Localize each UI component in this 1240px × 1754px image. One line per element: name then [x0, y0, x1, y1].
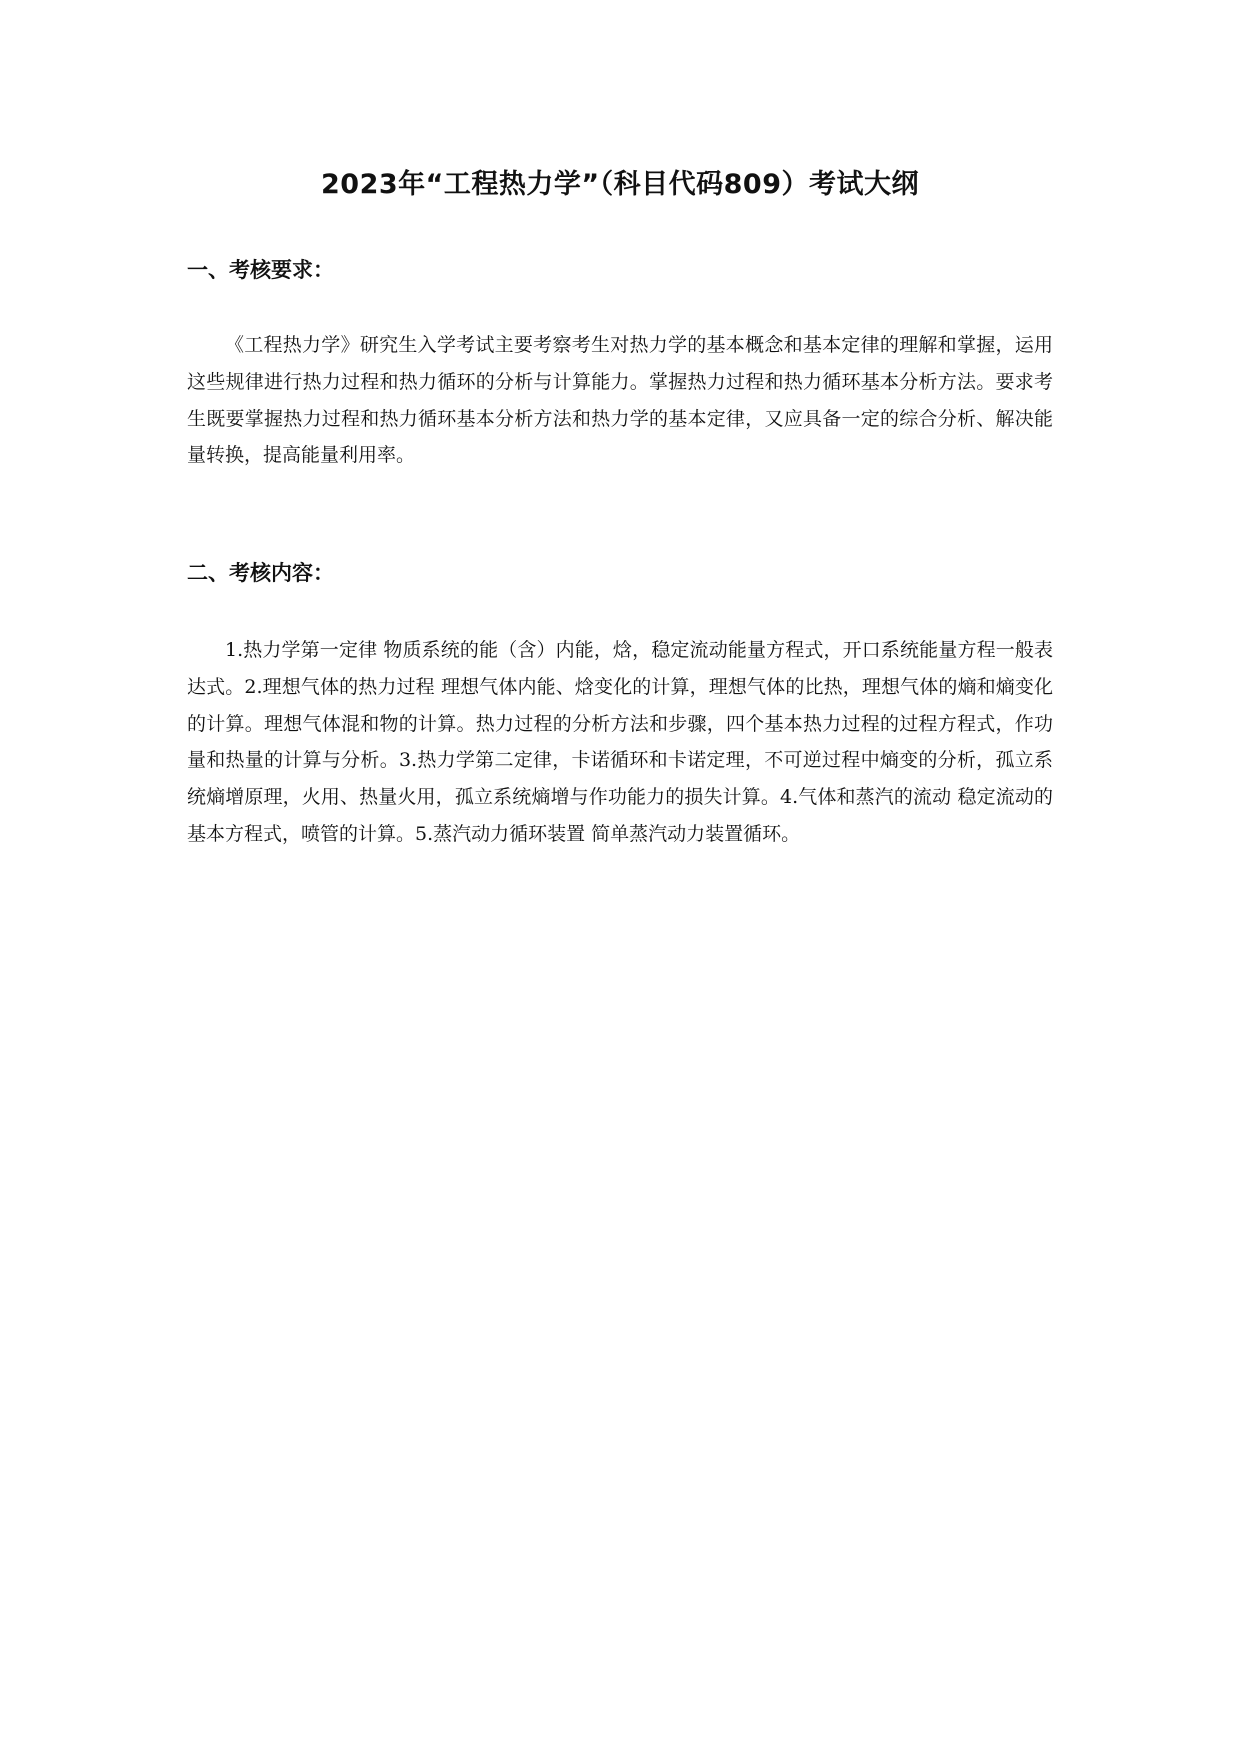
- section-paragraph-requirements: 《工程热力学》研究生入学考试主要考察考生对热力学的基本概念和基本定律的理解和掌握，运用这些规律进行热力过程和热力循环的分析与计算能力。掌握热力过程和热力循环基本分析方法。要求考生既要掌握热力过程和热力循环基本分析方法和热力学的基本定律，又应具备一定的综合分析、解决能量转换，提高能量利用率。: [187, 334, 1053, 467]
- section-paragraph-content: 1.热力学第一定律 物质系统的能（含）内能，焓，稳定流动能量方程式，开口系统能量方程一般表达式。2.理想气体的热力过程 理想气体内能、焓变化的计算，理想气体的比热，理想气体的熵和熵变化的计算。理想气体混和物的计算。热力过程的分析方法和步骤，四个基本热力过程的过程方程式，作功量和热量的计算与分析。3.热力学第二定律，卡诺循环和卡诺定理，不可逆过程中熵变的分析，孤立系统熵增原理，火用、热量火用，孤立系统熵增与作功能力的损失计算。4.气体和蒸汽的流动 稳定流动的基本方程式，喷管的计算。5.蒸汽动力循环装置 简单蒸汽动力装置循环。: [187, 639, 1053, 845]
- section-heading-content: 二、考核内容：: [187, 561, 334, 585]
- document-title: 2023年“工程热力学”（科目代码809）考试大纲: [321, 169, 919, 200]
- section-heading-requirements: 一、考核要求：: [187, 258, 334, 282]
